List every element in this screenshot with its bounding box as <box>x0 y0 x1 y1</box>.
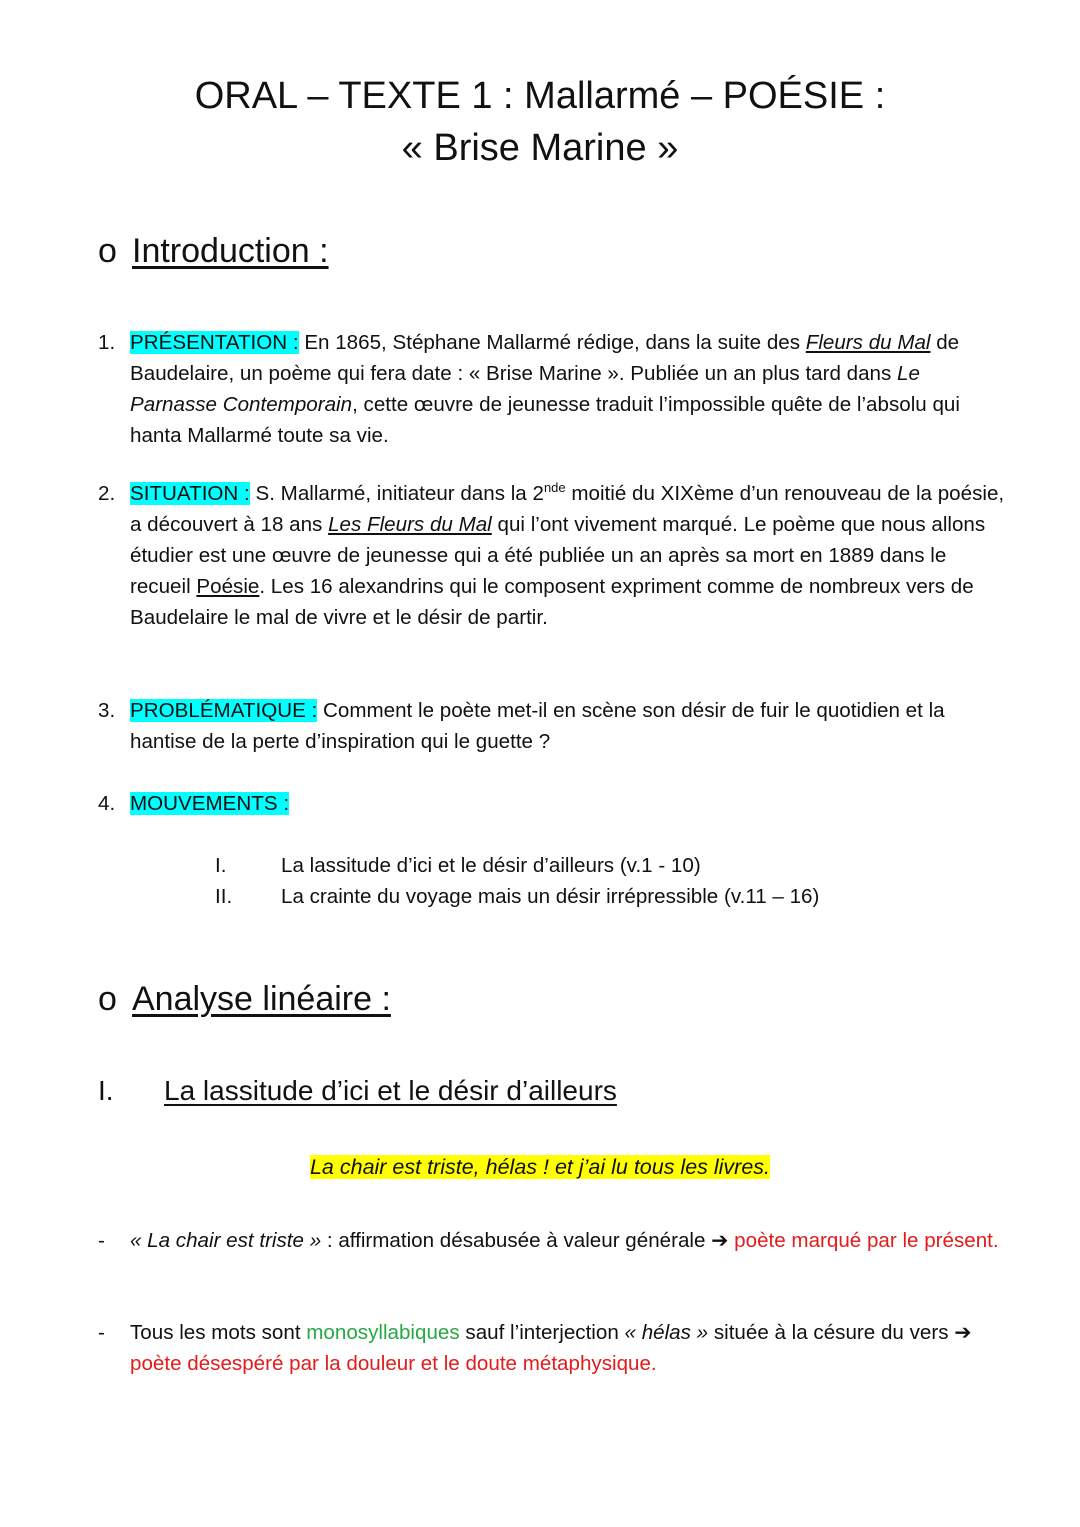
movement-text: La crainte du voyage mais un désir irrépressible (v.11 – 16) <box>281 885 820 908</box>
item-label: PRÉSENTATION : <box>130 331 299 354</box>
intro-item-mouvements <box>98 788 1008 819</box>
item-label: SITUATION : <box>130 482 250 505</box>
item-text: qui l’ont vivement marqué. Le poème que nous allons étudier est une œuvre de jeunesse qui a été publiée un an après sa mort en 1889 dans le recueil <box>130 513 986 598</box>
roman-numeral: II. <box>215 885 233 908</box>
intro-item-presentation <box>98 327 1008 451</box>
circle-bullet-icon: o <box>98 980 117 1018</box>
analysis-point <box>98 1317 1008 1379</box>
item-text: S. Mallarmé, initiateur dans la 2 <box>249 482 544 505</box>
part-heading <box>98 1073 617 1109</box>
book-title: Fleurs du Mal <box>805 331 931 354</box>
roman-numeral: I. <box>215 854 227 877</box>
item-label: MOUVEMENTS : <box>130 792 290 815</box>
intro-heading <box>98 231 329 271</box>
item-text: . Les 16 alexandrins qui le composent expriment comme de nombreux vers de Baudelaire le mal de vivre et le désir de partir. <box>130 575 974 629</box>
item-text: Comment le poète met-il en scène son désir de fuir le quotidien et la hantise de la perte d’inspiration qui le guette ? <box>130 699 945 753</box>
intro-heading-label: Introduction : <box>132 232 329 270</box>
arrow-right-icon: ➔ <box>711 1229 729 1252</box>
point-text: : affirmation désabusée à valeur générale <box>321 1229 712 1252</box>
dash-bullet: - <box>98 1321 105 1344</box>
intro-item-situation <box>98 478 1008 633</box>
movement-text: La lassitude d’ici et le désir d’ailleurs (v.1 - 10) <box>281 854 701 877</box>
dash-bullet: - <box>98 1229 105 1252</box>
item-number: 2. <box>98 482 116 505</box>
point-text: sauf l’interjection <box>459 1321 625 1344</box>
item-text: , cette œuvre de jeunesse traduit l’impossible quête de l’absolu qui hanta Mallarmé toute sa vie. <box>130 393 960 447</box>
book-title: Les Fleurs du Mal <box>328 513 492 536</box>
item-number: 3. <box>98 699 116 722</box>
part-title: La lassitude d’ici et le désir d’ailleurs <box>164 1075 617 1106</box>
item-label: PROBLÉMATIQUE : <box>130 699 318 722</box>
book-title: Poésie <box>196 575 260 598</box>
point-text: située à la césure du vers <box>708 1321 955 1344</box>
analysis-point <box>98 1225 1008 1256</box>
movement-item <box>215 881 819 912</box>
circle-bullet-icon: o <box>98 232 117 270</box>
verse-quote <box>0 1150 1080 1184</box>
analysis-heading <box>98 979 391 1019</box>
highlighted-term: monosyllabiques <box>306 1321 460 1344</box>
item-number: 4. <box>98 792 116 815</box>
movements-list <box>215 850 819 912</box>
quoted-phrase: « hélas » <box>624 1321 709 1344</box>
quoted-phrase: « La chair est triste » <box>130 1229 322 1252</box>
analysis-heading-label: Analyse linéaire : <box>132 980 391 1018</box>
page-title <box>0 70 1080 174</box>
item-text: de Baudelaire, un poème qui fera date : « Brise Marine ». Publiée un an plus tard dans <box>130 331 960 385</box>
quote-text: La chair est triste, hélas ! et j’ai lu tous les livres. <box>309 1155 771 1179</box>
item-text: En 1865, Stéphane Mallarmé rédige, dans la suite des <box>298 331 806 354</box>
item-text: moitié du XIXème d’un renouveau de la poésie, a découvert à 18 ans <box>130 482 1005 536</box>
roman-numeral: I. <box>98 1075 114 1106</box>
movement-item <box>215 850 819 881</box>
title-line-2: « Brise Marine » <box>401 127 679 169</box>
arrow-right-icon: ➔ <box>954 1321 972 1344</box>
point-text: Tous les mots sont <box>130 1321 307 1344</box>
superscript: nde <box>543 480 566 496</box>
item-number: 1. <box>98 331 116 354</box>
point-conclusion: poète désespéré par la douleur et le doute métaphysique. <box>130 1352 657 1375</box>
intro-item-problematique <box>98 695 1008 757</box>
title-line-1: ORAL – TEXTE 1 : Mallarmé – POÉSIE : <box>194 75 886 117</box>
book-title: Le Parnasse Contemporain <box>130 362 920 416</box>
point-conclusion: poète marqué par le présent. <box>728 1229 999 1252</box>
